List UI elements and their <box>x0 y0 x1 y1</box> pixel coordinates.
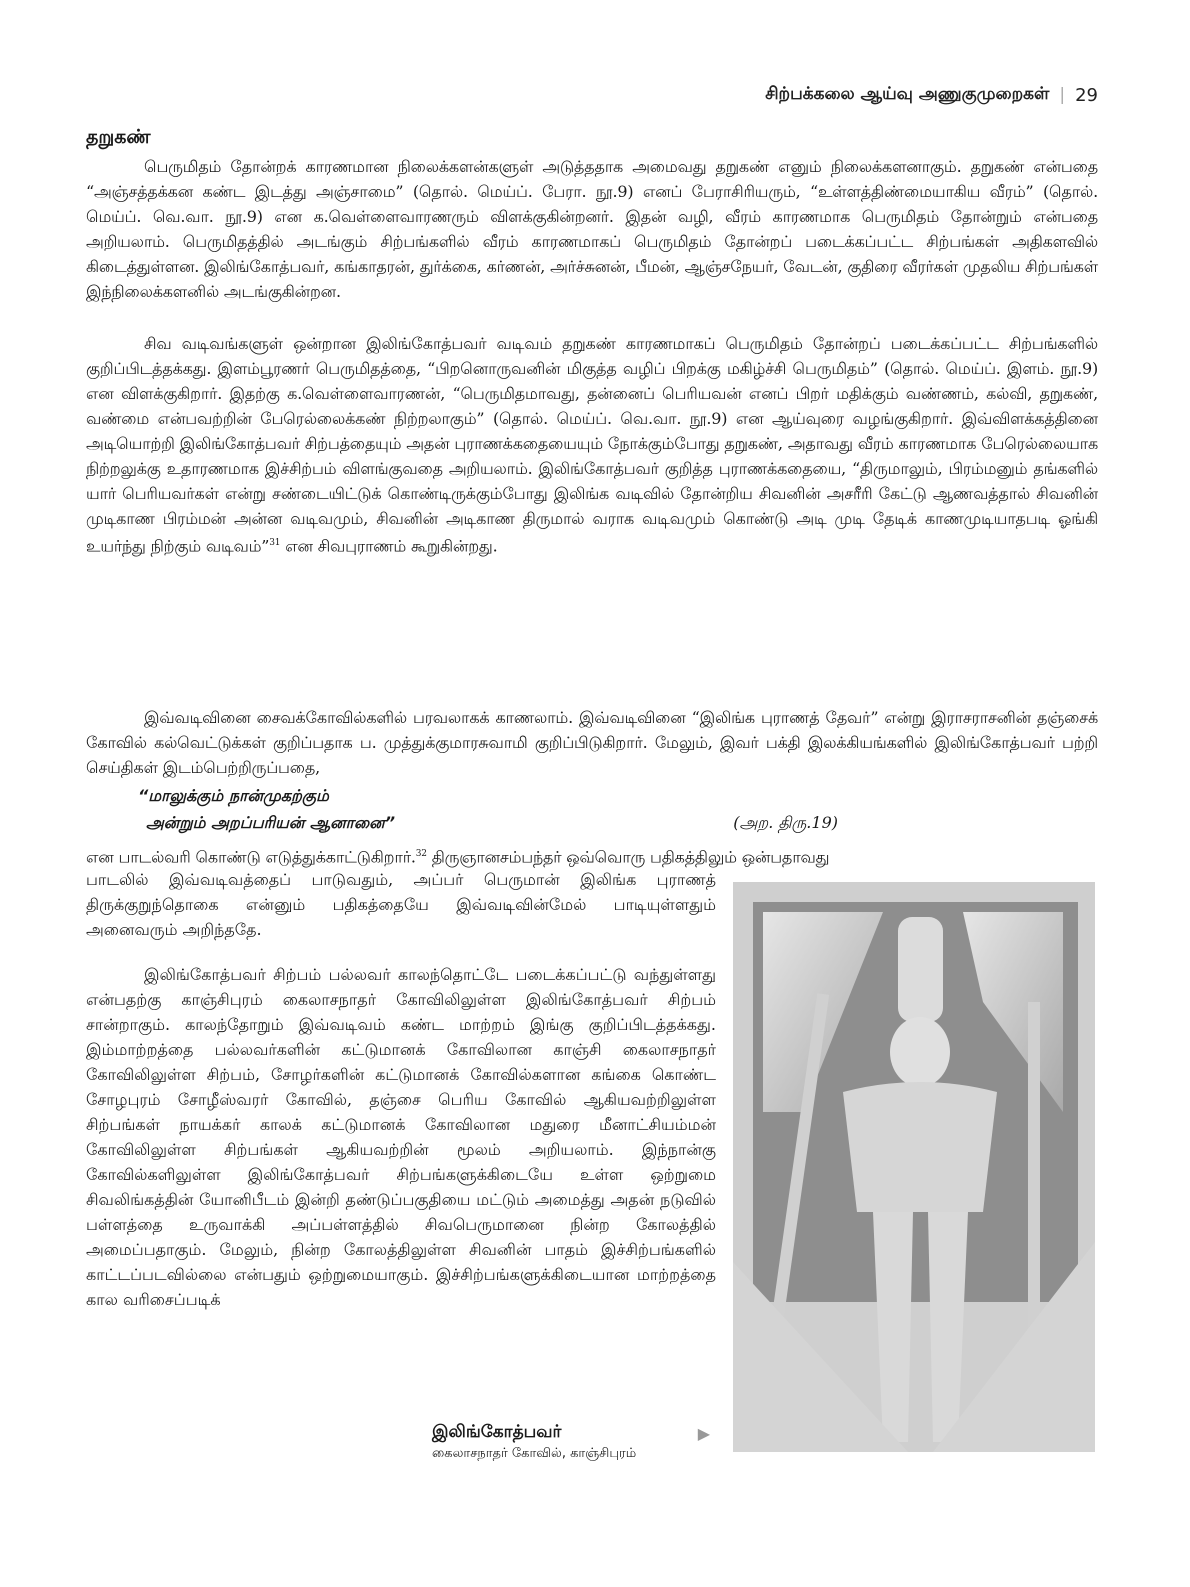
footnote-ref-32[interactable]: 32 <box>415 849 427 859</box>
section-title: தறுகண் <box>86 126 151 148</box>
torso <box>843 1082 997 1212</box>
verse-line-2-row <box>138 809 838 836</box>
header-separator: | <box>1059 85 1066 105</box>
crown <box>898 917 943 1022</box>
verse-quote <box>138 782 838 836</box>
page-number: 29 <box>1075 84 1098 106</box>
running-header <box>765 84 1098 106</box>
caption-title: இலிங்கோத்பவர் <box>432 1422 562 1442</box>
verse-reference: (அற. திரு.19) <box>733 813 838 832</box>
sculpture-photo <box>733 882 1095 1452</box>
footnote-ref-31[interactable]: 31 <box>269 538 281 548</box>
paragraph-2 <box>86 331 1098 558</box>
triangle-right-icon: ▶ <box>697 1424 710 1443</box>
right-trident-staff <box>1028 1002 1040 1332</box>
paragraph-1: பெருமிதம் தோன்றக் காரணமான நிலைக்களன்களுள் அடுத்ததாக அமைவது தறுகண் எனும் நிலைக்களனாகும். தறுகண் என்பதை “அஞ்சத்தக்கன கண்ட இடத்து அஞ்சாமை” (தொல். மெய்ப். பேரா. நூ.9) எனப் பேராசிரியரும், “உள்ளத்திண்மையாகிய வீரம்” (தொல். மெய்ப். வெ.வா. நூ.9) என க.வெள்ளைவாரணரும் விளக்குகின்றனர். இதன் வழி, வீரம் காரணமாக பெருமிதம் தோன்றும் என்பதை அறியலாம். பெருமிதத்தில் அடங்கும் சிற்பங்களில் வீரம் காரணமாகப் பெருமிதம் தோன்றப் படைக்கப்பட்ட சிற்பங்கள் அதிகளவில் கிடைத்துள்ளன. இலிங்கோத்பவர், கங்காதரன், துர்க்கை, கர்ணன், அர்ச்சுனன், பீமன், ஆஞ்சநேயர், வேடன், குதிரை வீரர்கள் முதலிய சிற்பங்கள் இந்நிலைக்களனில் அடங்குகின்றன. <box>86 157 1098 301</box>
paragraph-4-text: என பாடல்வரி கொண்டு எடுத்துக்காட்டுகிறார். <box>86 847 416 867</box>
running-title: சிற்பக்கலை ஆய்வு அணுகுமுறைகள் <box>765 84 1050 104</box>
sculpture-illustration <box>733 882 1095 1452</box>
column-paragraph-1: பாடலில் இவ்வடிவத்தைப் பாடுவதும், அப்பர் பெருமான் இலிங்க புராணத் திருக்குறுந்தொகை என்னும் பதிகத்தையே இவ்வடிவின்மேல் பாடியுள்ளதும் அனைவரும் அறிந்ததே. <box>86 870 716 939</box>
caption-subtitle: கைலாசநாதர் கோவில், காஞ்சிபுரம் <box>432 1446 637 1461</box>
paragraph-2-tail: என சிவபுராணம் கூறுகின்றது. <box>280 536 498 556</box>
column-paragraph-2: இலிங்கோத்பவர் சிற்பம் பல்லவர் காலந்தொட்டே படைக்கப்பட்டு வந்துள்ளது என்பதற்கு காஞ்சிபுரம் கைலாசநாதர் கோவிலிலுள்ள இலிங்கோத்பவர் சிற்பம் சான்றாகும். காலந்தோறும் இவ்வடிவம் கண்ட மாற்றம் இங்கு குறிப்பிடத்தக்கது. இம்மாற்றத்தை பல்லவர்களின் கட்டுமானக் கோவிலான காஞ்சி கைலாசநாதர் கோவிலிலுள்ள சிற்பம், சோழர்களின் கட்டுமானக் கோவில்களான கங்கை கொண்ட சோழபுரம் சோழீஸ்வரர் கோவில், தஞ்சை பெரிய கோவில் ஆகியவற்றிலுள்ள சிற்பங்கள் நாயக்கர் காலக் கட்டுமானக் கோவிலான மதுரை மீனாட்சியம்மன் கோவிலிலுள்ள சிற்பங்கள் ஆகியவற்றின் மூலம் அறியலாம். இந்நான்கு கோவில்களிலுள்ள இலிங்கோத்பவர் சிற்பங்களுக்கிடையே உள்ள ஒற்றுமை சிவலிங்கத்தின் யோனிபீடம் இன்றி தண்டுப்பகுதியை மட்டும் அமைத்து அதன் நடுவில் பள்ளத்தை உருவாக்கி அப்பள்ளத்தில் சிவபெருமானை நின்ற கோலத்தில் அமைப்பதாகும். மேலும், நின்ற கோலத்திலுள்ள சிவனின் பாதம் இச்சிற்பங்களில் காட்டப்படவில்லை என்பதும் ஒற்றுமையாகும். இச்சிற்பங்களுக்கிடையான மாற்றத்தை கால வரிசைப்படிக் <box>86 965 716 1309</box>
face <box>890 1017 950 1087</box>
paragraph-3: இவ்வடிவினை சைவக்கோவில்களில் பரவலாகக் காணலாம். இவ்வடிவினை “இலிங்க புராணத் தேவர்” என்று இராசராசனின் தஞ்சைக் கோவில் கல்வெட்டுக்கள் குறிப்பதாக ப. முத்துக்குமாரசுவாமி குறிப்பிடுகிறார். மேலும், இவர் பக்தி இலக்கியங்களில் இலிங்கோத்பவர் பற்றி செய்திகள் இடம்பெற்றிருப்பதை, <box>86 708 1098 777</box>
paragraph-4-tail: திருஞானசம்பந்தர் ஒவ்வொரு பதிகத்திலும் ஒன்பதாவது <box>426 847 830 867</box>
verse-line-1: “மாலுக்கும் நான்முகற்கும் <box>138 786 329 805</box>
figure-caption <box>432 1422 722 1462</box>
paragraph-2-text: சிவ வடிவங்களுள் ஒன்றான இலிங்கோத்பவர் வடிவம் தறுகண் காரணமாகப் பெருமிதம் தோன்றப் படைக்கப்பட்ட சிற்பங்களில் குறிப்பிடத்தக்கது. இளம்பூரணர் பெருமிதத்தை, “பிறனொருவனின் மிகுத்த வழிப் பிறக்கு மகிழ்ச்சி பெருமிதம்” (தொல். மெய்ப். இளம். நூ.9) என விளக்குகிறார். இதற்கு க.வெள்ளைவாரணன், “பெருமிதமாவது, தன்னைப் பெரியவன் எனப் பிறர் மதிக்கும் வண்ணம், கல்வி, தறுகண், வண்மை என்பவற்றின் பேரெல்லைக்கண் நிற்றலாகும்” (தொல். மெய்ப். வெ.வா. நூ.9) என ஆய்வுரை வழங்குகிறார். இவ்விளக்கத்தினை அடியொற்றி இலிங்கோத்பவர் சிற்பத்தையும் அதன் புராணக்கதையையும் நோக்கும்போது தறுகண், அதாவது வீரம் காரணமாக பேரெல்லையாக நிற்றலுக்கு உதாரணமாக இச்சிற்பம் விளங்குவதை அறியலாம். இலிங்கோத்பவர் குறித்த புராணக்கதையை, “திருமாலும், பிரம்மனும் தங்களில் யார் பெரியவர்கள் என்று சண்டையிட்டுக் கொண்டிருக்கும்போது இலிங்க வடிவில் தோன்றிய சிவனின் அசரீரி கேட்டு ஆணவத்தால் சிவனின் முடிகாண பிரம்மன் அன்ன வடிவமும், சிவனின் அடிகாண திருமால் வராக வடிவமும் கொண்டு அடி முடி தேடிக் காணமுடியாதபடி ஓங்கி உயர்ந்து நிற்கும் வடிவம்” <box>86 334 1098 556</box>
paragraph-4 <box>86 842 1098 869</box>
verse-line-2: அன்றும் அறப்பரியன் ஆனானை” <box>146 813 395 832</box>
